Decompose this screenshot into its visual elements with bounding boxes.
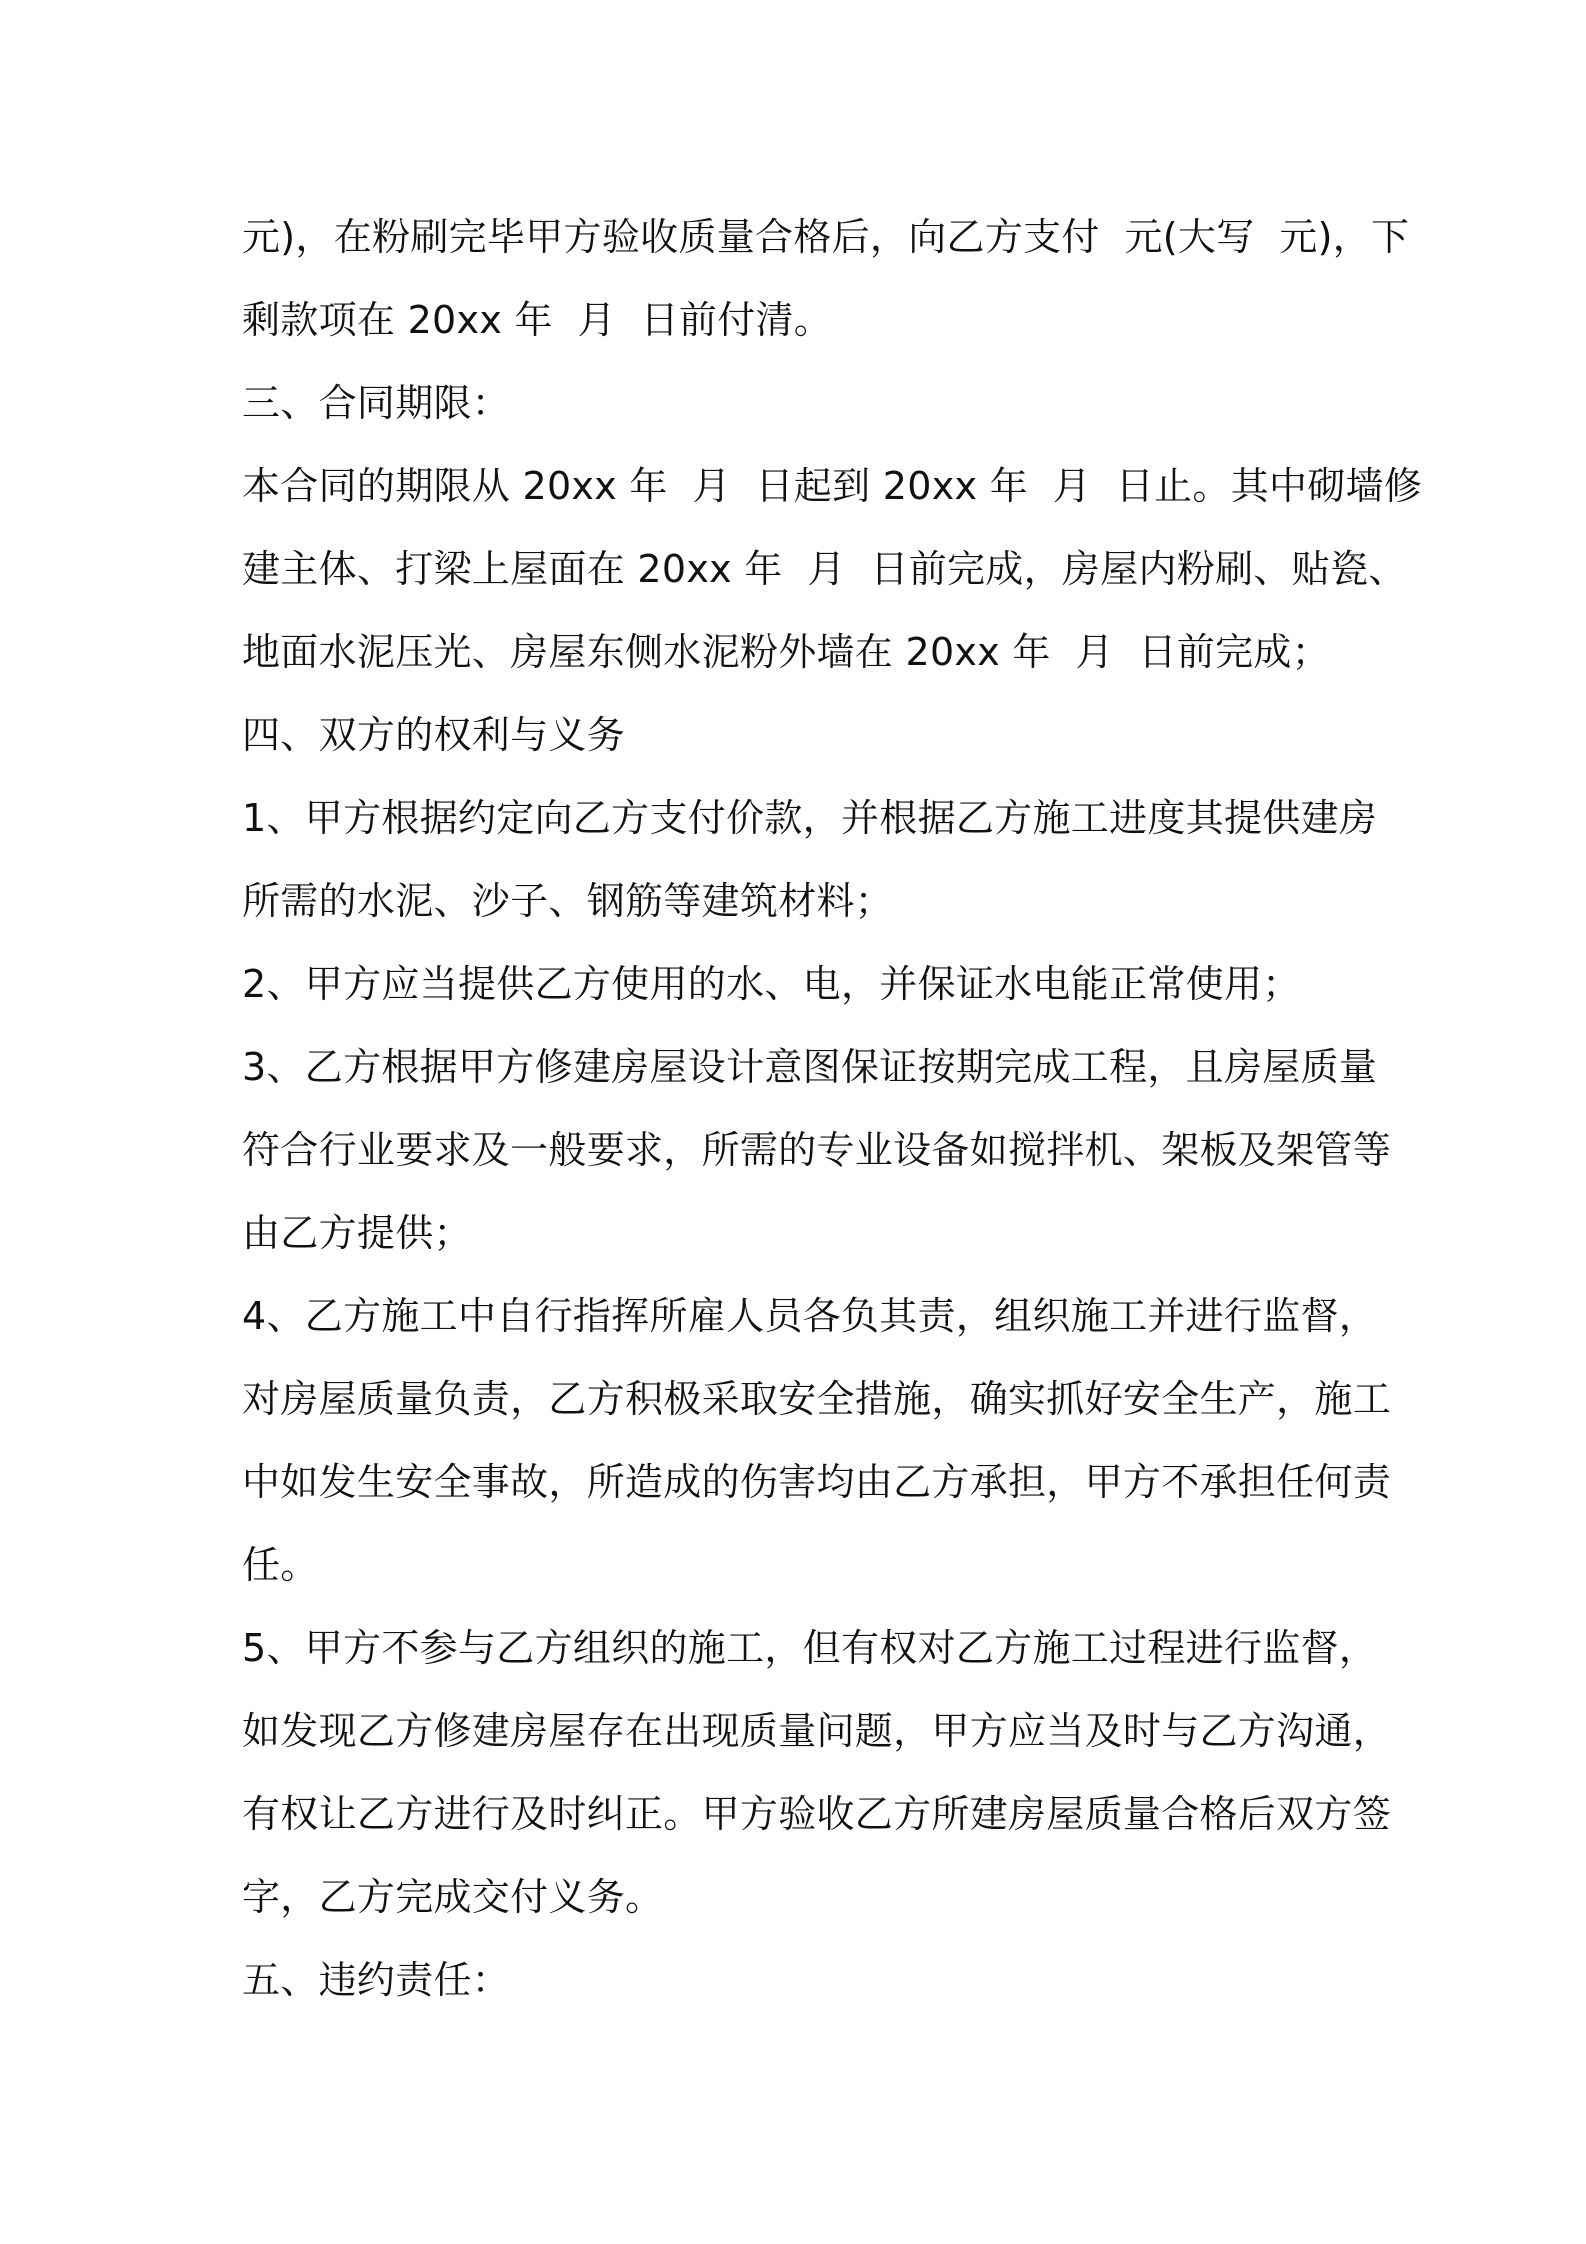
section-heading-rights: 四、双方的权利与义务 — [242, 713, 626, 757]
text-line: 有权让乙方进行及时纠正。甲方验收乙方所建房屋质量合格后双方签 — [242, 1792, 1392, 1836]
text-line: 3、乙方根据甲方修建房屋设计意图保证按期完成工程，且房屋质量 — [242, 1045, 1378, 1089]
section-heading-liability: 五、违约责任： — [242, 1958, 511, 2002]
text-line: 所需的水泥、沙子、钢筋等建筑材料； — [242, 879, 894, 923]
text-line: 中如发生安全事故，所造成的伤害均由乙方承担，甲方不承担任何责 — [242, 1460, 1392, 1504]
text-line: 字，乙方完成交付义务。 — [242, 1875, 664, 1919]
text-line: 本合同的期限从 20xx 年 月 日起到 20xx 年 月 日止。其中砌墙修 — [242, 464, 1423, 508]
text-line: 任。 — [242, 1543, 319, 1587]
text-line: 建主体、打梁上屋面在 20xx 年 月 日前完成，房屋内粉刷、贴瓷、 — [242, 547, 1407, 591]
text-line: 符合行业要求及一般要求，所需的专业设备如搅拌机、架板及架管等 — [242, 1128, 1392, 1172]
text-line: 由乙方提供； — [242, 1211, 472, 1255]
text-line: 元)，在粉刷完毕甲方验收质量合格后，向乙方支付 元(大写 元)，下 — [242, 215, 1410, 259]
section-heading-term: 三、合同期限： — [242, 381, 511, 425]
text-line: 1、甲方根据约定向乙方支付价款，并根据乙方施工进度其提供建房 — [242, 796, 1378, 840]
text-line: 地面水泥压光、房屋东侧水泥粉外墙在 20xx 年 月 日前完成； — [242, 630, 1331, 674]
text-line: 剩款项在 20xx 年 月 日前付清。 — [242, 298, 833, 342]
text-line: 2、甲方应当提供乙方使用的水、电，并保证水电能正常使用； — [242, 962, 1301, 1006]
text-line: 5、甲方不参与乙方组织的施工，但有权对乙方施工过程进行监督， — [242, 1626, 1378, 1670]
text-line: 对房屋质量负责，乙方积极采取安全措施，确实抓好安全生产，施工 — [242, 1377, 1392, 1421]
text-line: 如发现乙方修建房屋存在出现质量问题，甲方应当及时与乙方沟通， — [242, 1709, 1392, 1753]
text-line: 4、乙方施工中自行指挥所雇人员各负其责，组织施工并进行监督， — [242, 1294, 1378, 1338]
document-body — [242, 196, 1423, 2022]
